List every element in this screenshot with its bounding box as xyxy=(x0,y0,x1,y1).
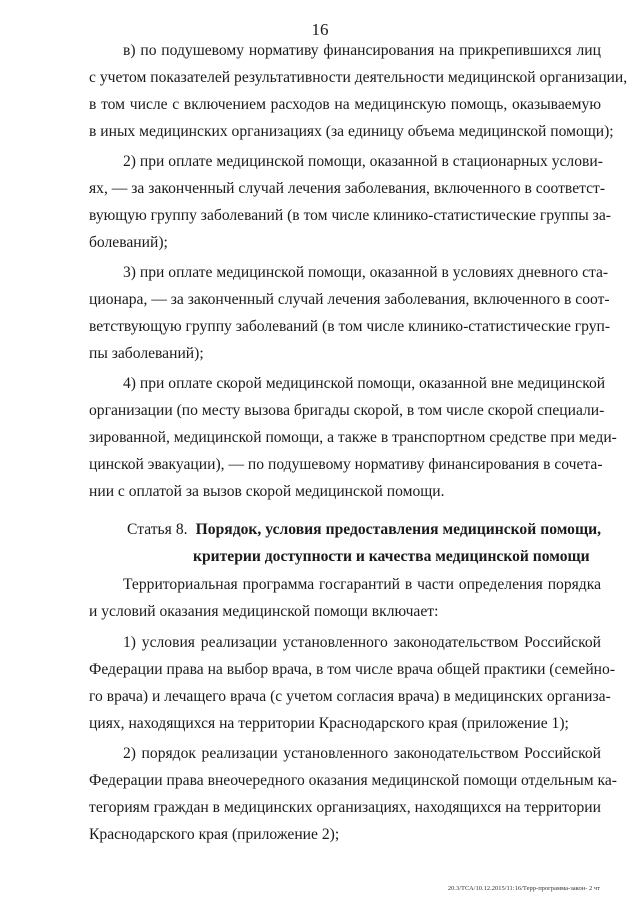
article-label: Статья 8. xyxy=(127,521,188,538)
paragraph-line: вующую группу заболеваний (в том числе клинико-статистические группы за- xyxy=(89,207,611,224)
paragraph-line: и условий оказания медицинской помощи включает: xyxy=(89,603,439,620)
paragraph-line: цинской эвакуации), — по подушевому нормативу финансирования в сочета- xyxy=(89,456,603,473)
paragraph-line: циях, находящихся на территории Краснодарского края (приложение 1); xyxy=(89,715,569,732)
article-title-continued: критерии доступности и качества медицинской помощи xyxy=(193,548,590,565)
paragraph-line: ционара, — за законченный случай лечения заболевания, включенного в соот- xyxy=(89,291,610,308)
paragraph-line: Краснодарского края (приложение 2); xyxy=(89,826,340,843)
paragraph-line: в) по подушевому нормативу финансирования на прикрепившихся лиц xyxy=(123,42,601,59)
paragraph-line: 2) порядок реализации установленного законодательством Российской xyxy=(123,745,601,762)
paragraph-line: болеваний); xyxy=(89,234,168,251)
paragraph-line: зированной, медицинской помощи, а также в транспортном средстве при меди- xyxy=(89,429,617,446)
paragraph-line: с учетом показателей результативности деятельности медицинской организации, xyxy=(89,69,628,86)
paragraph-line: ях, — за законченный случай лечения заболевания, включенного в соответст- xyxy=(89,180,606,197)
paragraph-line: Федерации права внеочередного оказания медицинской помощи отдельным ка- xyxy=(89,772,617,789)
paragraph-line: тегориям граждан в медицинских организациях, находящихся на территории xyxy=(89,799,601,816)
paragraph-line: Федерации права на выбор врача, в том числе врача общей практики (семейно- xyxy=(89,661,616,678)
page-number: 16 xyxy=(311,20,329,39)
paragraph-line: нии с оплатой за вызов скорой медицинской помощи. xyxy=(89,483,445,500)
paragraph-line: организации (по месту вызова бригады скорой, в том числе скорой специали- xyxy=(89,402,605,419)
paragraph-line: Территориальная программа госгарантий в части определения порядка xyxy=(123,576,601,593)
footer-file-stamp: 20.3/ТСА/10.12.2015/11:16/Терр-программа-закон- 2 чт xyxy=(447,885,600,892)
paragraph-line: 2) при оплате медицинской помощи, оказанной в стационарных услови- xyxy=(123,153,603,170)
article-heading xyxy=(127,520,601,540)
paragraph-line: ветствующую группу заболеваний (в том числе клинико-статистические груп- xyxy=(89,318,611,335)
paragraph-line: 4) при оплате скорой медицинской помощи, оказанной вне медицинской xyxy=(123,375,606,392)
paragraph-line: 3) при оплате медицинской помощи, оказанной в условиях дневного ста- xyxy=(123,264,609,281)
article-title: Порядок, условия предоставления медицинской помощи, xyxy=(195,521,601,538)
paragraph-line: пы заболеваний); xyxy=(89,345,204,362)
paragraph-line: 1) условия реализации установленного законодательством Российской xyxy=(123,634,601,651)
paragraph-line: го врача) и лечащего врача (с учетом согласия врача) в медицинских организа- xyxy=(89,688,611,705)
paragraph-line: в том числе с включением расходов на медицинскую помощь, оказываемую xyxy=(89,96,601,113)
paragraph-line: в иных медицинских организациях (за единицу объема медицинской помощи); xyxy=(89,123,614,140)
